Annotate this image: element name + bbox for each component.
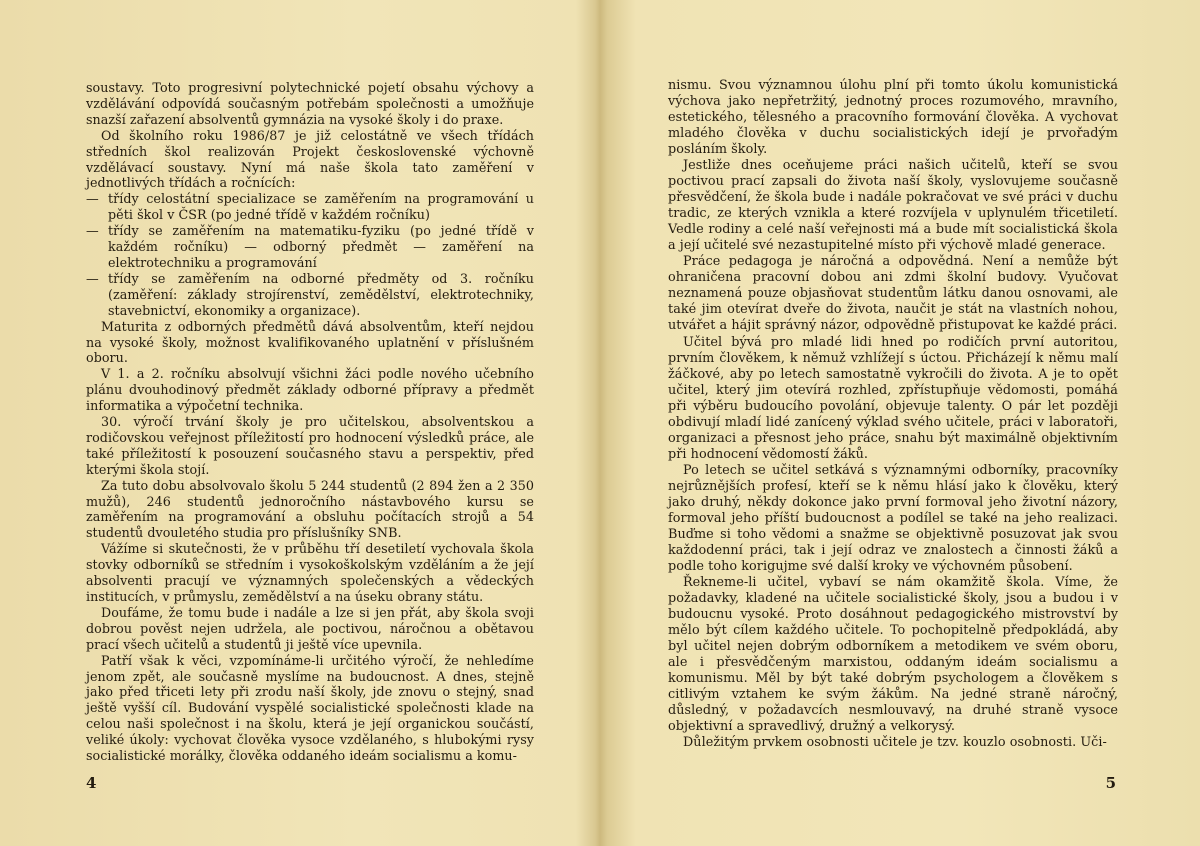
paragraph: Vážíme si skutečnosti, že v průběhu tří desetiletí vychovala škola stovky odborníků se středním i vysokoškolským vzděláním a že její absolventi pracují ve významných společenských a vědeckých institucích, v průmyslu, zemědělství a na úseku obrany státu.: [86, 541, 534, 604]
specialization-list: [86, 191, 534, 318]
paragraph: Práce pedagoga je náročná a odpovědná. Není a nemůže být ohraničena pracovní dobou ani zdmi školní budovy. Vyučovat neznamená pouze objasňovat studentům látku danou osnovami, ale také jim otevírat dveře do života, naučit je stát na vlastních nohou, utvářet a hájit správný názor, odpovědně přistupovat ke každé práci.: [668, 254, 1118, 334]
list-item-text: třídy se zaměřením na matematiku-fyziku (po jedné třídě v každém ročníku) — odborný předmět — zaměření na elektrotechniku a programování: [108, 223, 534, 270]
list-dash: —: [86, 270, 99, 286]
paragraph: Po letech se učitel setkává s významnými odborníky, pracovníky nejrůznějších profesí, kteří se k němu hlásí jako k člověku, který jako druhý, někdy dokonce jako první formoval jeho životní názory, formoval jeho příští budoucnost a podílel se také na jeho realizaci. Buďme si toho vědomi a snažme se objektivně posuzovat jak svou každodenní práci, tak i její odraz ve znalostech a činnosti žáků a podle toho korigujme své další kroky ve výchovném působení.: [668, 462, 1118, 574]
paragraph: Doufáme, že tomu bude i nadále a lze si jen přát, aby škola svoji dobrou pověst nejen udržela, ale poctivou, náročnou a obětavou prací všech učitelů a studentů ji ještě více upevnila.: [86, 604, 534, 652]
left-page-text: [86, 80, 534, 764]
paragraph: Patří však k věci, vzpomínáme-li určitého výročí, že nehledíme jenom zpět, ale současně myslíme na budoucnost. A dnes, stejně jako před třiceti lety při zrodu naší školy, jde znovu o stejný, snad ještě vyšší cíl. Budování vyspělé socialistické společnosti klade na celou naši společnost i na školu, která je její organickou součástí, veliké úkoly: vychovat člověka vysoce vzdělaného, s hlubokými rysy socialistické morálky, člověka oddaného ideám socialismu a komu-: [86, 652, 534, 764]
page-number: 4: [86, 774, 97, 792]
paragraph: Řekneme-li učitel, vybaví se nám okamžitě škola. Víme, že požadavky, kladené na učitele socialistické školy, jsou a budou i v budoucnu vysoké. Proto dosáhnout pedagogického mistrovství by mělo být cílem každého učitele. To pochopitelně předpokládá, aby byl učitel nejen dobrým odborníkem a metodikem ve svém oboru, ale i přesvědčeným marxistou, oddaným ideám socialismu a komunismu. Měl by být také dobrým psychologem a člověkem s citlivým vztahem ke svým žákům. Na jedné straně náročný, důsledný, v požadavcích nesmlouvavý, na druhé straně vysoce objektivní a spravedlivý, družný a velkorysý.: [668, 574, 1118, 735]
list-item: [86, 191, 534, 223]
list-item: [86, 271, 534, 319]
page-number: 5: [1105, 774, 1116, 792]
list-item-text: třídy celostátní specializace se zaměřením na programování u pěti škol v ČSR (po jedné třídě v každém ročníku): [108, 191, 534, 223]
paragraph: Od školního roku 1986/87 je již celostátně ve všech třídách středních škol realizován Projekt československé výchovně vzdělávací soustavy. Nyní má naše škola tato zaměření v jednotlivých třídách a ročnících:: [86, 127, 534, 191]
paragraph: V 1. a 2. ročníku absolvují všichni žáci podle nového učebního plánu dvouhodinový předmět základy odborné přípravy a předmět informatika a výpočetní technika.: [86, 366, 534, 414]
list-dash: —: [86, 223, 99, 239]
paragraph: nismu. Svou významnou úlohu plní při tomto úkolu komunistická výchova jako nepřetržitý, jednotný proces rozumového, mravního, estetického, tělesného a pracovního formování člověka. A vychovat mladého člověka v duchu socialistických idejí je prvořadým posláním školy.: [668, 78, 1118, 158]
right-page-text: [668, 78, 1118, 751]
paragraph: Důležitým prvkem osobnosti učitele je tzv. kouzlo osobnosti. Uči-: [683, 735, 1107, 751]
paragraph: Maturita z odborných předmětů dává absolventům, kteří nejdou na vysoké školy, možnost kvalifikovaného uplatnění v příslušném oboru.: [86, 318, 534, 366]
paragraph: soustavy. Toto progresivní polytechnické pojetí obsahu výchovy a vzdělávání odpovídá současným potřebám společnosti a umožňuje snazší zařazení absolventů gymnázia na vysoké školy i do praxe.: [86, 80, 534, 127]
paragraph: 30. výročí trvání školy je pro učitelskou, absolventskou a rodičovskou veřejnost příležitostí pro hodnocení výsledků práce, ale také příležitostí k posouzení současného stavu a perspektiv, před kterými škola stojí.: [86, 414, 534, 477]
list-item: [86, 223, 534, 271]
list-dash: —: [86, 191, 99, 207]
paragraph: Za tuto dobu absolvovalo školu 5 244 studentů (2 894 žen a 2 350 mužů), 246 studentů jednoročního nástavbového kursu se zaměřením na programování a obsluhu počítacích strojů a 54 studentů dvouletého studia pro příslušníky SNB.: [86, 477, 534, 541]
right-page: [602, 0, 1200, 846]
left-page: [0, 0, 598, 846]
paragraph: Jestliže dnes oceňujeme práci našich učitelů, kteří se svou poctivou prací zapsali do života naší školy, vyslovujeme současně přesvědčení, že škola bude i nadále pokračovat ve své práci v duchu tradic, ze kterých vznikla a které rozvíjela v uplynulém třicetiletí. Vedle rodiny a celé naší veřejnosti má a bude mít socialistická škola a její učitelé své nezastupitelné místo při výchově mladé generace.: [668, 158, 1118, 254]
list-item-text: třídy se zaměřením na odborné předměty od 3. ročníku (zaměření: základy strojírenství, zemědělství, elektrotechniky, stavebnictví, ekonomiky a organizace).: [108, 270, 534, 318]
paragraph: Učitel bývá pro mladé lidi hned po rodičích první autoritou, prvním člověkem, k němuž vzhlížejí s úctou. Přicházejí k němu malí žáčkové, aby po letech samostatně vykročili do života. A je to opět učitel, který jim otevírá rozhled, zpřístupňuje vědomosti, pomáhá při výběru budoucího povolání, objevuje talenty. O pár let později obdivují mladí lidé zanícený výklad svého učitele, práci v laboratoři, organizaci a přesnost jeho práce, snahu být maximálně objektivním při hodnocení vědomostí žáků.: [668, 334, 1118, 462]
